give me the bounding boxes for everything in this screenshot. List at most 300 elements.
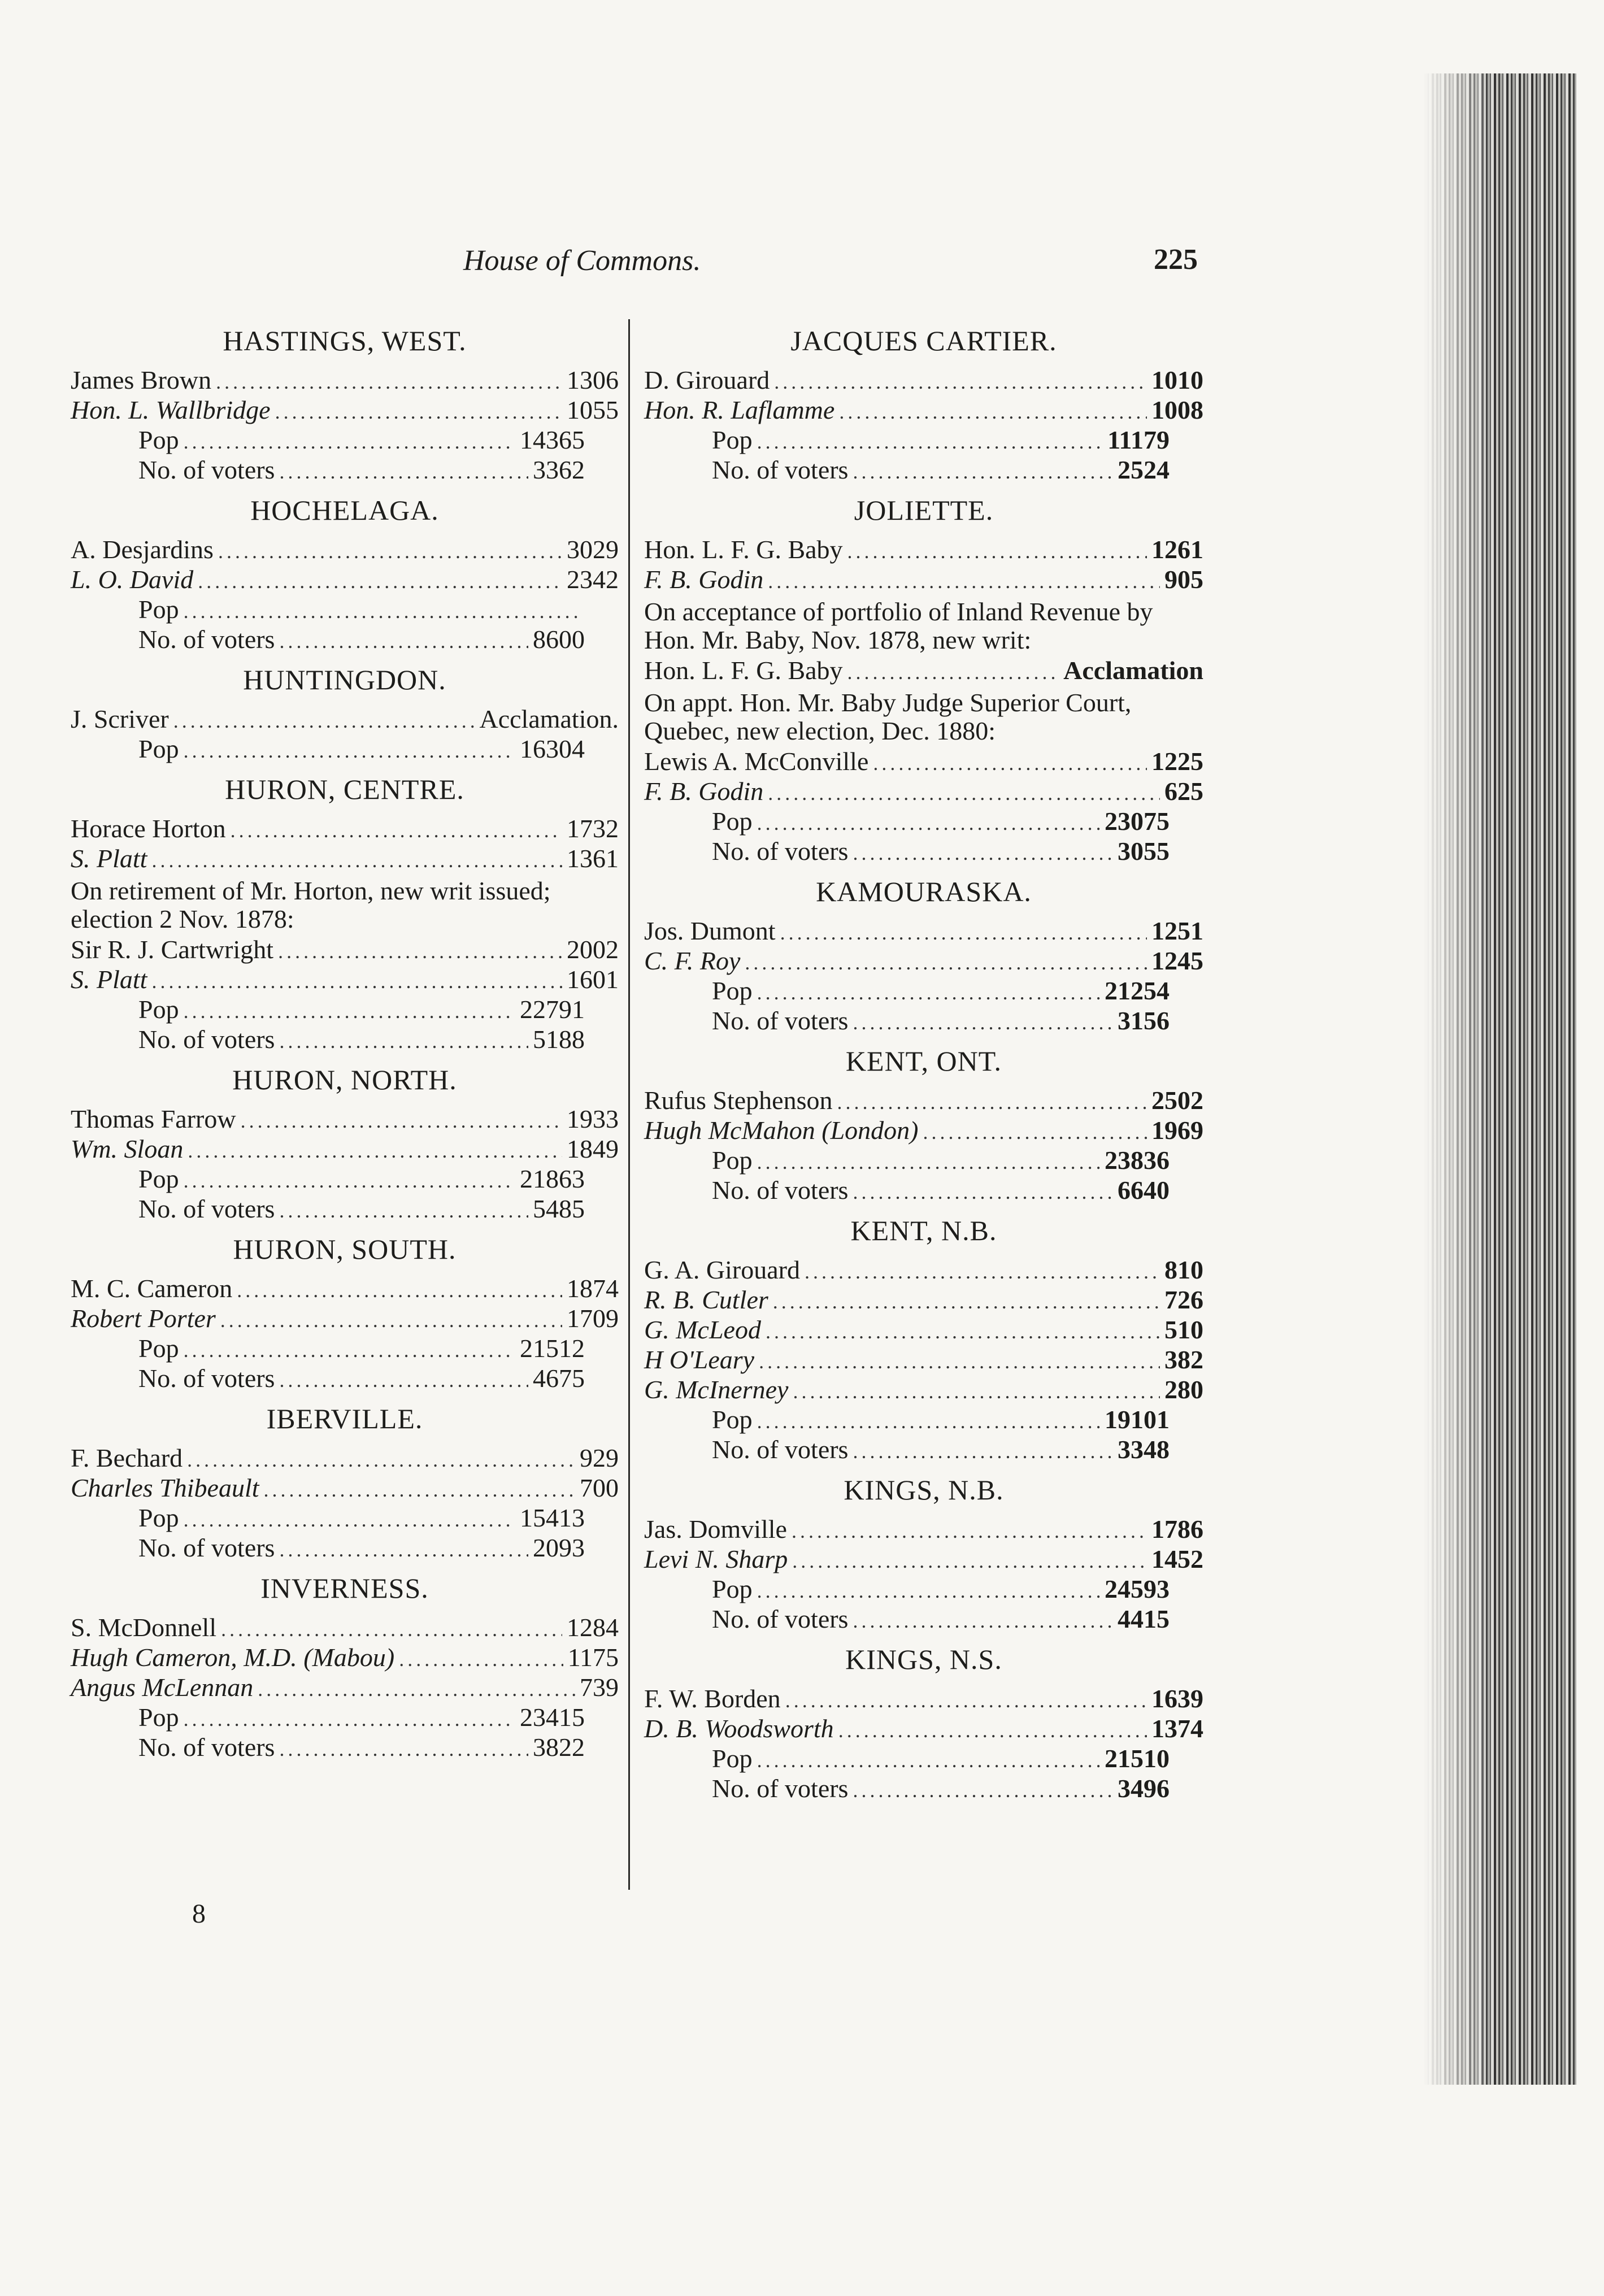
dot-leader [792,1547,1147,1575]
dot-leader [198,567,562,595]
candidate-row [71,396,619,426]
dot-leader [853,1178,1113,1206]
vote-count: 382 [1164,1345,1203,1374]
voters-row [71,1534,619,1564]
vote-count: 3496 [1118,1774,1170,1803]
candidate-name: Pop [138,995,179,1024]
vote-count: 1306 [567,366,619,394]
dot-leader [264,1476,575,1504]
candidate-name: No. of voters [138,1025,275,1054]
dot-leader [757,428,1103,456]
dot-leader [853,1607,1113,1635]
dot-leader [184,428,515,456]
election-note: On retirement of Mr. Horton, new writ issued; election 2 Nov. 1878: [71,876,551,933]
voters-row [644,1775,1203,1804]
candidate-row [644,396,1203,426]
population-row [644,1146,1203,1176]
candidate-row [644,947,1203,977]
candidate-row [71,1643,619,1673]
dot-leader [847,537,1147,566]
vote-count: 1874 [567,1274,619,1303]
candidate-name: No. of voters [138,1533,275,1562]
dot-leader [184,997,515,1025]
dot-leader [184,1705,515,1733]
candidate-name: Pop [712,1405,753,1434]
page-number: 225 [1154,243,1198,276]
candidate-name: C. F. Roy [644,946,741,975]
constituency-heading: IBERVILLE. [266,1403,423,1434]
candidate-name: F. W. Borden [644,1684,781,1713]
constituency-heading: KINGS, N.B. [844,1474,1004,1506]
dot-leader [838,1716,1147,1745]
vote-count: 1251 [1151,916,1203,945]
left-column [71,316,619,1763]
candidate-name: Pop [712,425,753,454]
vote-count: 1732 [567,814,619,843]
dot-leader [757,979,1100,1007]
candidate-row [71,815,619,845]
dot-leader [279,1735,528,1763]
election-note: On acceptance of portfolio of Inland Revenue by Hon. Mr. Baby, Nov. 1878, new writ: [644,597,1153,654]
candidate-row [71,1444,619,1474]
vote-count: 1786 [1151,1515,1203,1543]
dot-leader [184,597,580,625]
candidate-name: F. Bechard [71,1443,183,1472]
candidate-name: A. Desjardins [71,535,214,564]
population-row [71,735,619,765]
dot-leader [847,658,1059,686]
vote-count: 3348 [1118,1435,1170,1464]
population-row [71,595,619,625]
vote-count: 21863 [520,1164,585,1193]
population-row [644,426,1203,456]
candidate-row [644,747,1203,777]
vote-count: 1175 [567,1643,619,1672]
candidate-name: G. A. Girouard [644,1255,800,1284]
vote-count: 23836 [1105,1146,1170,1175]
dot-leader [768,567,1160,595]
constituency-section [71,1063,619,1225]
dot-leader [773,1288,1160,1316]
vote-count: 3156 [1118,1006,1170,1035]
candidate-name: Pop [138,734,179,763]
vote-count: 23075 [1105,807,1170,836]
vote-count: 4415 [1118,1604,1170,1633]
candidate-name: Rufus Stephenson [644,1086,833,1115]
candidate-name: S. McDonnell [71,1613,217,1642]
running-title: House of Commons. [463,245,701,277]
vote-count: 1452 [1151,1545,1203,1573]
vote-count: 19101 [1105,1405,1170,1434]
candidate-name: Pop [138,1503,179,1532]
dot-leader [279,627,528,655]
candidate-name: No. of voters [712,1006,849,1035]
vote-count: 1374 [1151,1714,1203,1743]
candidate-row [644,1316,1203,1346]
candidate-name: Pop [712,1744,753,1773]
dot-leader [792,1517,1147,1545]
vote-count: 1008 [1151,395,1203,424]
candidate-row [644,656,1203,686]
candidate-name: No. of voters [712,1176,849,1204]
candidate-row [644,566,1203,595]
vote-count: 1261 [1151,535,1203,564]
population-row [71,1165,619,1195]
dot-leader [757,1577,1100,1605]
candidate-row [71,536,619,566]
constituency-section [644,494,1203,867]
candidate-name: Lewis A. McConville [644,747,869,776]
dot-leader [279,1536,528,1564]
election-note: On appt. Hon. Mr. Baby Judge Superior Court, Quebec, new election, Dec. 1880: [644,688,1132,745]
voters-row [71,1733,619,1763]
candidate-name: No. of voters [712,1604,849,1633]
vote-count: 21254 [1105,976,1170,1005]
vote-count: 21512 [520,1334,585,1363]
vote-count: 22791 [520,995,585,1024]
candidate-name: S. Platt [71,965,147,994]
candidate-name: J. Scriver [71,705,169,733]
candidate-row [71,1275,619,1304]
dot-leader [258,1675,575,1703]
constituency-section [71,1233,619,1394]
vote-count: 1969 [1151,1116,1203,1145]
constituency-section [644,1045,1203,1206]
dot-leader [766,1317,1160,1346]
vote-count: 2093 [533,1533,585,1562]
candidate-name: Angus McLennan [71,1673,254,1702]
dot-leader [757,1148,1100,1176]
vote-count: 16304 [520,734,585,763]
candidate-name: F. B. Godin [644,777,764,806]
vote-count: 1709 [567,1304,619,1333]
dot-leader [188,1137,562,1165]
vote-count: Acclamation [1063,656,1203,685]
constituency-section [644,324,1203,486]
candidate-row [644,536,1203,566]
vote-count: 929 [580,1443,619,1472]
dot-leader [221,1615,562,1643]
candidate-row [644,1286,1203,1316]
dot-leader [184,1506,515,1534]
population-row [71,1504,619,1534]
constituency-section [644,1214,1203,1466]
vote-count: 3822 [533,1733,585,1762]
vote-count: 1284 [567,1613,619,1642]
constituency-heading: JOLIETTE. [854,494,994,526]
candidate-name: Pop [712,976,753,1005]
candidate-name: D. B. Woodsworth [644,1714,834,1743]
vote-count: 3055 [1118,837,1170,866]
vote-count: 3029 [567,535,619,564]
candidate-row [644,1376,1203,1406]
constituency-heading: HASTINGS, WEST. [223,325,467,356]
vote-count: Acclamation. [479,705,619,733]
candidate-name: Pop [138,425,179,454]
dot-leader [151,967,562,995]
candidate-row [71,845,619,875]
dot-leader [873,749,1147,777]
voters-row [644,837,1203,867]
dot-leader [187,1446,575,1474]
candidate-name: Robert Porter [71,1304,216,1333]
constituency-heading: KENT, ONT. [845,1045,1002,1077]
vote-count: 280 [1164,1375,1203,1404]
dot-leader [241,1107,562,1135]
constituency-heading: HUNTINGDON. [243,664,446,695]
candidate-name: L. O. David [71,565,194,594]
candidate-name: No. of voters [712,837,849,866]
population-row [644,1406,1203,1436]
voters-row [644,1007,1203,1037]
candidate-row [644,1256,1203,1286]
candidate-name: F. B. Godin [644,565,764,594]
dot-leader [774,368,1147,396]
dot-leader [853,839,1113,867]
candidate-name: Pop [712,1146,753,1175]
constituency-heading: HURON, SOUTH. [233,1233,457,1265]
voters-row [71,1364,619,1394]
candidate-row [644,777,1203,807]
candidate-name: Jas. Domville [644,1515,787,1543]
candidate-name: No. of voters [712,1435,849,1464]
constituency-section [71,773,619,1055]
vote-count: 1245 [1151,946,1203,975]
scan-edge-artifact [1424,73,1576,2085]
dot-leader [839,398,1147,426]
vote-count: 2342 [567,565,619,594]
dot-leader [237,1276,562,1304]
dot-leader [216,368,562,396]
dot-leader [837,1088,1147,1116]
vote-count: 23415 [520,1703,585,1732]
candidate-row [71,1474,619,1504]
candidate-row [644,1715,1203,1745]
candidate-name: Horace Horton [71,814,226,843]
vote-count: 1933 [567,1104,619,1133]
vote-count: 3362 [533,455,585,484]
candidate-name: No. of voters [138,1364,275,1393]
vote-count: 1849 [567,1134,619,1163]
constituency-heading: INVERNESS. [260,1572,429,1604]
candidate-row [644,1116,1203,1146]
dot-leader [275,398,562,426]
dot-leader [279,1366,528,1394]
population-row [644,977,1203,1007]
dot-leader [279,1197,528,1225]
dot-leader [184,737,515,765]
candidate-name: R. B. Cutler [644,1285,768,1314]
constituency-heading: KINGS, N.S. [845,1643,1002,1675]
vote-count: 11179 [1107,425,1170,454]
vote-count: 810 [1164,1255,1203,1284]
candidate-name: Wm. Sloan [71,1134,184,1163]
constituency-heading: HOCHELAGA. [250,494,439,526]
constituency-section [644,1473,1203,1635]
constituency-section [71,663,619,765]
vote-count: 2002 [567,935,619,964]
page-header [463,244,1198,285]
candidate-row [644,366,1203,396]
voters-row [644,1436,1203,1466]
vote-count: 1601 [567,965,619,994]
vote-count: 905 [1164,565,1203,594]
candidate-name: Charles Thibeault [71,1473,259,1502]
candidate-name: No. of voters [138,1194,275,1223]
dot-leader [745,949,1147,977]
vote-count: 14365 [520,425,585,454]
candidate-row [71,936,619,966]
dot-leader [279,1027,528,1055]
constituency-section [71,324,619,486]
signature-mark: 8 [192,1899,206,1929]
constituency-section [644,1643,1203,1804]
voters-row [644,1176,1203,1206]
population-row [71,1703,619,1733]
voters-row [71,1025,619,1055]
dot-leader [220,1306,562,1334]
dot-leader [768,779,1160,807]
dot-leader [785,1686,1147,1715]
candidate-row [71,966,619,995]
candidate-row [71,705,619,735]
population-row [644,807,1203,837]
candidate-row [644,1515,1203,1545]
vote-count: 4675 [533,1364,585,1393]
vote-count: 2524 [1118,455,1170,484]
candidate-name: Pop [712,807,753,836]
candidate-name: No. of voters [138,1733,275,1762]
candidate-row [71,1105,619,1135]
vote-count: 1225 [1151,747,1203,776]
candidate-name: D. Girouard [644,366,770,394]
candidate-name: G. McInerney [644,1375,789,1404]
dot-leader [793,1377,1160,1406]
candidate-name: James Brown [71,366,212,394]
candidate-row [644,1086,1203,1116]
vote-count: 5485 [533,1194,585,1223]
dot-leader [805,1258,1160,1286]
dot-leader [278,937,562,966]
candidate-row [644,917,1203,947]
population-row [71,1334,619,1364]
dot-leader [853,1008,1113,1037]
vote-count: 2502 [1151,1086,1203,1115]
dot-leader [853,1437,1113,1466]
vote-count: 700 [580,1473,619,1502]
vote-count: 5188 [533,1025,585,1054]
dot-leader [184,1167,515,1195]
candidate-name: Pop [138,1164,179,1193]
candidate-name: Pop [138,1703,179,1732]
candidate-row [71,1135,619,1165]
constituency-section [71,494,619,655]
population-row [71,995,619,1025]
population-row [71,426,619,456]
candidate-row [71,1614,619,1643]
vote-count: 21510 [1105,1744,1170,1773]
dot-leader [757,809,1100,837]
vote-count: 739 [580,1673,619,1702]
population-row [644,1575,1203,1605]
dot-leader [184,1336,515,1364]
constituency-heading: KAMOURASKA. [816,876,1032,907]
candidate-name: Pop [138,1334,179,1363]
dot-leader [399,1645,563,1673]
vote-count: 1639 [1151,1684,1203,1713]
vote-count: 625 [1164,777,1203,806]
voters-row [644,456,1203,486]
constituency-section [644,875,1203,1037]
candidate-name: No. of voters [138,455,275,484]
candidate-row [644,1685,1203,1715]
voters-row [71,1195,619,1225]
candidate-row [71,566,619,595]
candidate-name: Sir R. J. Cartwright [71,935,274,964]
candidate-name: Levi N. Sharp [644,1545,788,1573]
population-row [644,1745,1203,1775]
candidate-name: G. McLeod [644,1315,761,1344]
vote-count: 1361 [567,844,619,873]
dot-leader [853,458,1113,486]
vote-count: 1010 [1151,366,1203,394]
constituency-section [71,1572,619,1763]
constituency-heading: JACQUES CARTIER. [790,325,1057,356]
vote-count: 1055 [567,395,619,424]
vote-count: 510 [1164,1315,1203,1344]
dot-leader [757,1407,1100,1436]
candidate-name: H O'Leary [644,1345,755,1374]
constituency-heading: HURON, NORTH. [232,1064,457,1095]
candidate-name: No. of voters [712,455,849,484]
candidate-name: M. C. Cameron [71,1274,233,1303]
candidate-row [71,1304,619,1334]
voters-row [71,456,619,486]
dot-leader [780,919,1147,947]
constituency-heading: HURON, CENTRE. [225,773,464,805]
candidate-name: No. of voters [712,1774,849,1803]
vote-count: 24593 [1105,1575,1170,1603]
constituency-heading: KENT, N.B. [850,1215,997,1246]
candidate-name: Pop [712,1575,753,1603]
vote-count: 15413 [520,1503,585,1532]
candidate-name: Hon. L. F. G. Baby [644,535,843,564]
candidate-name: Thomas Farrow [71,1104,236,1133]
dot-leader [853,1776,1113,1804]
voters-row [71,625,619,655]
candidate-name: S. Platt [71,844,147,873]
dot-leader [759,1347,1160,1376]
candidate-name: Pop [138,595,179,624]
candidate-row [71,1673,619,1703]
dot-leader [173,707,475,735]
candidate-name: No. of voters [138,625,275,654]
dot-leader [279,458,528,486]
dot-leader [218,537,562,566]
candidate-name: Hon. L. F. G. Baby [644,656,843,685]
candidate-name: Jos. Dumont [644,916,776,945]
constituency-section [71,1402,619,1564]
voters-row [644,1605,1203,1635]
candidate-row [644,1545,1203,1575]
candidate-name: Hon. R. Laflamme [644,395,835,424]
candidate-name: Hugh McMahon (London) [644,1116,919,1145]
candidate-row [71,366,619,396]
vote-count: 726 [1164,1285,1203,1314]
dot-leader [923,1118,1147,1146]
candidate-row [644,1346,1203,1376]
candidate-name: Hon. L. Wallbridge [71,395,271,424]
